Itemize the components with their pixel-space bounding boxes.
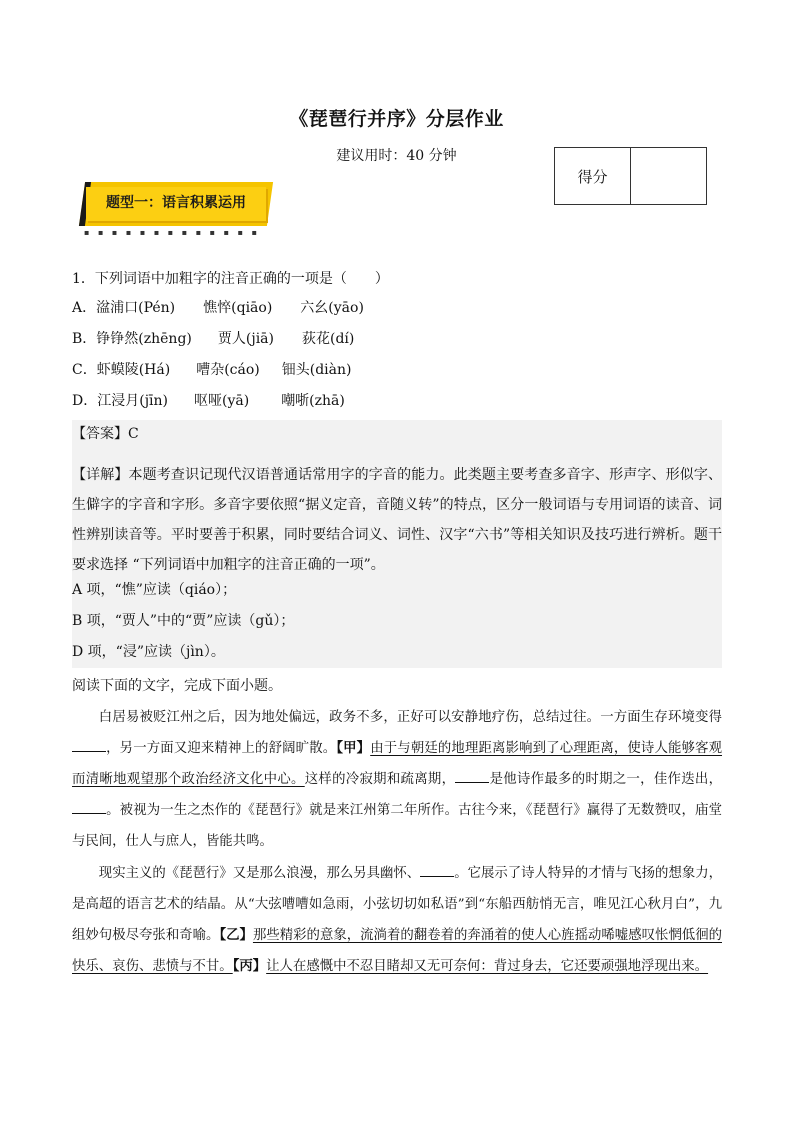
option-b-label: B． <box>72 331 97 347</box>
tag-jia: 【甲】 <box>336 740 371 756</box>
option-c-item-1: 虾蟆陵(Há) <box>96 362 171 378</box>
underlined-jia: 由于与朝廷的地理距离影响到了心理距离，使诗人能够客观而清晰地观望那个政治经济文化中心。 <box>72 741 723 787</box>
suggested-time: 建议用时：40 分钟 <box>336 148 457 164</box>
blank-3[interactable] <box>72 800 106 814</box>
option-c-item-3: 钿头(diàn) <box>281 362 352 378</box>
option-a-item-1: 湓浦口(Pén) <box>96 300 176 316</box>
answer-d-item: D 项，“浸”应读（jìn）。 <box>72 644 225 660</box>
banner-dots-decoration: ▪ ▪ ▪ ▪ ▪ ▪ ▪ ▪ ▪ ▪ ▪ ▪ ▪ <box>84 228 260 237</box>
option-b-item-3: 荻花(dí) <box>301 331 355 347</box>
score-box <box>554 147 707 205</box>
option-b-item-2: 贾人(jiā) <box>217 331 274 347</box>
option-c-label: C． <box>72 362 97 378</box>
option-d[interactable] <box>72 391 345 411</box>
answer-line: 【答案】C <box>72 426 139 442</box>
answer-a-item: A 项，“憔”应读（qiáo）； <box>72 582 237 598</box>
option-d-item-1: 江浸月(jīn) <box>97 393 168 409</box>
option-b-item-1: 铮铮然(zhēng) <box>96 331 192 347</box>
underlined-bing: 让人在感慨中不忍目睹却又无可奈何：背过身去，它还要顽强地浮现出来。 <box>266 959 709 974</box>
tag-bing: 【丙】 <box>232 958 267 974</box>
blank-1[interactable] <box>72 738 106 752</box>
option-a-item-3: 六幺(yāo) <box>300 300 364 316</box>
p1-text-e: 。被视为一生之杰作的《琵琶行》就是来江州第二年所作。古往今来，《琵琶行》赢得了无数赞叹，庙堂与民间，仕人与庶人，皆能共鸣。 <box>72 803 722 849</box>
passage-paragraph-2 <box>72 858 722 982</box>
reading-intro: 阅读下面的文字，完成下面小题。 <box>72 678 282 694</box>
score-label: 得分 <box>555 148 631 204</box>
option-a-item-2: 憔悴(qiāo) <box>203 300 273 316</box>
blank-2[interactable] <box>455 769 489 783</box>
p2-text-b: 。它展示了诗人特异的才情与飞扬的想象力，是高超的语言艺术的结晶。从“大弦嘈嘈如急雨，小弦切切如私语”到“东船西舫悄无言，唯见江心秋月白”，九组妙句极尽夸张和奇喻。 <box>72 866 723 943</box>
blank-4[interactable] <box>420 863 454 877</box>
option-d-label: D． <box>72 393 98 409</box>
option-b[interactable] <box>72 329 354 349</box>
answer-b-item: B 项，“贾人”中的“贾”应读（gǔ）； <box>72 613 295 629</box>
tag-yi: 【乙】 <box>219 927 253 943</box>
p1-text-b: ，另一方面又迎来精神上的舒阔旷散。 <box>106 741 337 756</box>
passage-paragraph-1 <box>72 702 722 857</box>
p1-text-d: 是他诗作最多的时期之一，佳作迭出， <box>489 772 723 787</box>
option-d-item-3: 嘲哳(zhā) <box>281 393 345 409</box>
p1-text-c: 这样的冷寂期和疏离期， <box>304 772 456 787</box>
option-d-item-2: 呕哑(yā) <box>194 393 250 409</box>
banner-label: 题型一：语言积累运用 <box>106 195 246 211</box>
option-c[interactable] <box>72 360 351 380</box>
option-a[interactable] <box>72 298 364 318</box>
section-banner <box>82 182 270 226</box>
answer-detail: 【详解】本题考查识记现代汉语普通话常用字的字音的能力。此类题主要考查多音字、形声字、形似字、生僻字的字音和字形。多音字要依照“据义定音，音随义转”的特点，区分一般词语与专用词语的读音、词性辨别读音等。平时要善于积累，同时要结合词义、词性、汉字“六书”等相关知识及技巧进行辨析。题干要求选择 “下列词语中加粗字的注音正确的一项”。 <box>72 467 722 573</box>
underlined-yi: 那些精彩的意象，流淌着的翻卷着的奔涌着的使人心旌摇动唏嘘感叹怅惘低徊的快乐、哀伤、悲愤与不甘。 <box>72 928 722 974</box>
option-a-label: A． <box>72 300 97 316</box>
question-1-stem: 1．下列词语中加粗字的注音正确的一项是（ ） <box>72 271 389 287</box>
page-title: 《琵琶行并序》分层作业 <box>289 108 504 130</box>
p1-text-a: 白居易被贬江州之后，因为地处偏远，政务不多，正好可以安静地疗伤，总结过往。一方面生存环境变得 <box>98 710 722 725</box>
p2-text-a: 现实主义的《琵琶行》又是那么浪漫，那么另具幽怀、 <box>98 866 421 881</box>
score-value-cell <box>631 148 706 204</box>
option-c-item-2: 嘈杂(cáo) <box>196 362 260 378</box>
